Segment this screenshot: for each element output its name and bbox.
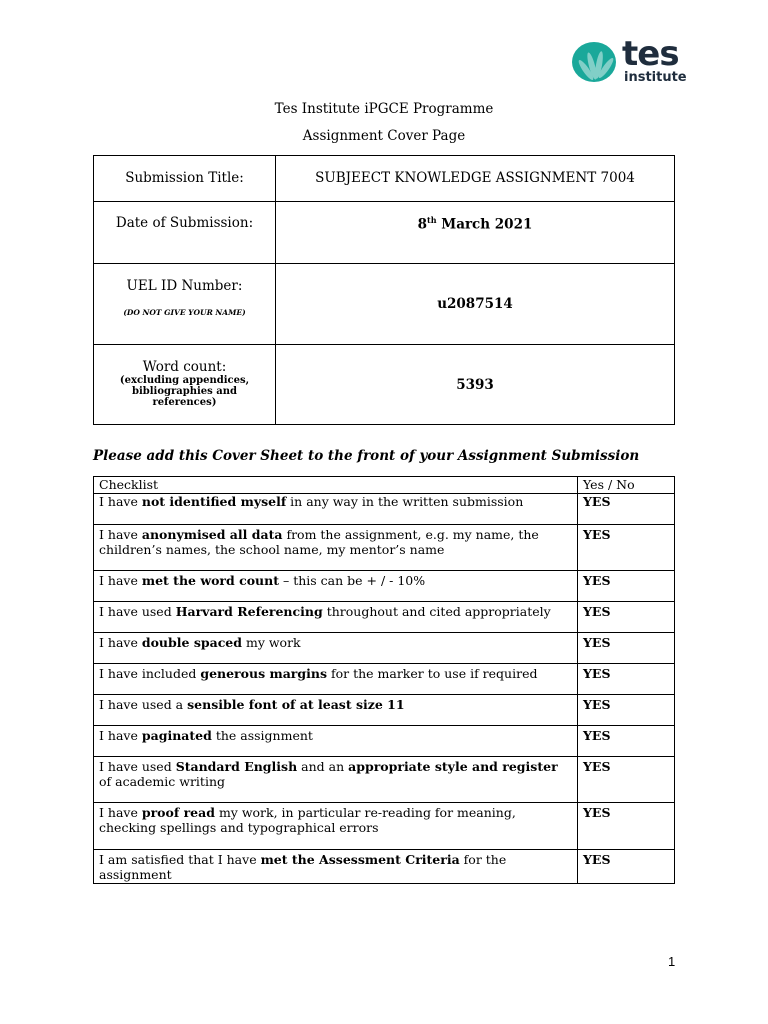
table-row xyxy=(94,524,675,570)
page-number: 1 xyxy=(668,954,676,969)
checklist-item: I have anonymised all data from the assignment, e.g. my name, the children’s names, the school name, my mentor’s name xyxy=(94,524,578,570)
table-row xyxy=(94,493,675,524)
id-label-cell xyxy=(94,264,276,345)
id-value: u2087514 xyxy=(276,264,675,345)
yes-no-col-header: Yes / No xyxy=(578,477,675,494)
checklist-answer: YES xyxy=(578,601,675,632)
checklist-answer: YES xyxy=(578,802,675,849)
tes-institute-logo xyxy=(570,34,687,90)
checklist-answer: YES xyxy=(578,632,675,663)
page-title: Assignment Cover Page xyxy=(302,128,466,144)
logo-sub: institute xyxy=(624,70,687,85)
checklist-answer: YES xyxy=(578,849,675,883)
wc-value: 5393 xyxy=(276,345,675,425)
checklist-answer: YES xyxy=(578,570,675,601)
checklist-answer: YES xyxy=(578,756,675,802)
date-day: 8 xyxy=(417,216,428,233)
title-value: SUBJEECT KNOWLEDGE ASSIGNMENT 7004 xyxy=(276,156,675,202)
checklist-answer: YES xyxy=(578,694,675,725)
checklist-item: I have proof read my work, in particular re-reading for meaning, checking spellings and typographical errors xyxy=(94,802,578,849)
checklist-item: I have used a sensible font of at least size 11 xyxy=(94,694,578,725)
table-row xyxy=(94,570,675,601)
checklist-answer: YES xyxy=(578,663,675,694)
cover-table xyxy=(93,155,675,425)
date-rest: March 2021 xyxy=(436,216,533,233)
date-value xyxy=(276,202,675,264)
checklist-item: I have double spaced my work xyxy=(94,632,578,663)
id-label: UEL ID Number: xyxy=(126,278,243,294)
logo-brand: tes xyxy=(622,34,679,74)
table-row xyxy=(94,156,675,202)
date-label: Date of Submission: xyxy=(94,202,276,264)
table-row xyxy=(94,694,675,725)
instruction-text: Please add this Cover Sheet to the front of your Assignment Submission xyxy=(93,448,640,464)
checklist-item: I have met the word count – this can be + / - 10% xyxy=(94,570,578,601)
table-row xyxy=(94,849,675,883)
leaf-icon xyxy=(570,40,620,88)
id-note: (DO NOT GIVE YOUR NAME) xyxy=(123,308,246,317)
table-row xyxy=(94,345,675,425)
checklist-answer: YES xyxy=(578,524,675,570)
wc-label-cell xyxy=(94,345,276,425)
table-row xyxy=(94,264,675,345)
checklist-item: I have used Harvard Referencing throughout and cited appropriately xyxy=(94,601,578,632)
checklist-answer: YES xyxy=(578,493,675,524)
checklist-item: I am satisfied that I have met the Assessment Criteria for the assignment xyxy=(94,849,578,883)
table-row xyxy=(94,663,675,694)
checklist-item: I have used Standard English and an appropriate style and register of academic writing xyxy=(94,756,578,802)
table-row xyxy=(94,756,675,802)
checklist-answer: YES xyxy=(578,725,675,756)
checklist-table xyxy=(93,476,675,884)
table-row xyxy=(94,802,675,849)
wc-label: Word count: xyxy=(142,359,227,375)
title-label: Submission Title: xyxy=(94,156,276,202)
table-row xyxy=(94,601,675,632)
table-row xyxy=(94,632,675,663)
date-suffix: th xyxy=(427,215,437,225)
checklist-item: I have included generous margins for the marker to use if required xyxy=(94,663,578,694)
table-row xyxy=(94,202,675,264)
checklist-col-header: Checklist xyxy=(94,477,578,494)
wc-note: (excluding appendices, bibliographies and references) xyxy=(119,375,250,408)
programme-title: Tes Institute iPGCE Programme xyxy=(274,101,494,117)
table-row xyxy=(94,725,675,756)
checklist-header-row xyxy=(94,477,675,494)
checklist-item: I have not identified myself in any way in the written submission xyxy=(94,493,578,524)
checklist-item: I have paginated the assignment xyxy=(94,725,578,756)
